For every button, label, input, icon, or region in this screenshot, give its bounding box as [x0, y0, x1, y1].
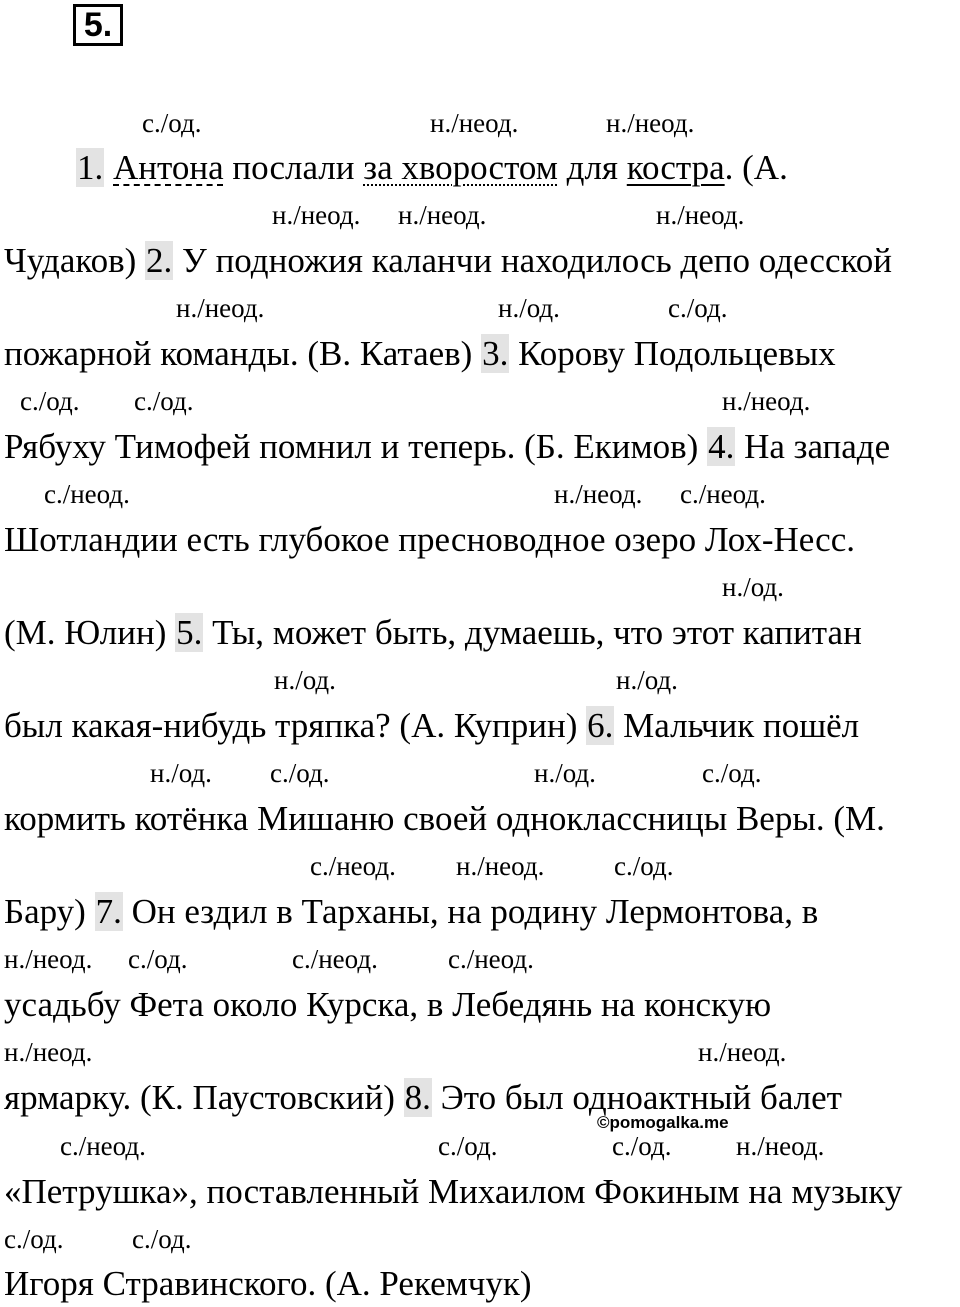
underlined-word-attribute: костра — [626, 148, 725, 187]
sentence-number: 3. — [482, 334, 509, 373]
annotation: с./од. — [4, 1224, 64, 1254]
sentence-number: 5. — [176, 613, 203, 652]
sentence-number: 4. — [708, 427, 735, 466]
text: Игоря Стравинского. (А. Рекемчук) — [4, 1264, 532, 1303]
text: был какая-нибудь тряпка? (А. Куприн) — [4, 706, 587, 745]
sentence-number: 6. — [587, 706, 614, 745]
annotation: с./од. — [142, 108, 202, 138]
text-line-3 — [4, 334, 836, 374]
annotation: н./неод. — [722, 386, 811, 416]
text: Мальчик пошёл — [614, 706, 860, 745]
annotation: с./неод. — [44, 479, 130, 509]
annotation: н./неод. — [430, 108, 519, 138]
annotation: с./од. — [132, 1224, 192, 1254]
annotation: н./неод. — [736, 1131, 825, 1161]
annotation: н./од. — [534, 758, 596, 788]
text: Шотландии есть глубокое пресноводное озеро Лох-Несс. — [4, 520, 855, 559]
task-number: 5. — [73, 4, 123, 46]
text-line-8 — [4, 799, 885, 839]
annotation: с./од. — [20, 386, 80, 416]
annotation: с./од. — [128, 944, 188, 974]
text: кормить котёнка Мишаню своей одноклассницы Веры. (М. — [4, 799, 885, 838]
text: . (А. — [724, 148, 788, 187]
annotation: с./од. — [702, 758, 762, 788]
text: Ты, может быть, думаешь, что этот капитан — [203, 613, 862, 652]
text: Бару) — [4, 892, 95, 931]
text: Он ездил в Тарханы, на родину Лермонтова, в — [122, 892, 819, 931]
annotation: н./од. — [274, 665, 336, 695]
annotation: н./неод. — [698, 1037, 787, 1067]
annotation: с./неод. — [292, 944, 378, 974]
sentence-number: 2. — [146, 241, 173, 280]
text: (М. Юлин) — [4, 613, 176, 652]
annotation: н./неод. — [4, 1037, 93, 1067]
text-line-7 — [4, 706, 859, 746]
annotation: с./од. — [270, 758, 330, 788]
annotation: с./од. — [668, 293, 728, 323]
text-line-2 — [4, 241, 892, 281]
annotation: н./неод. — [554, 479, 643, 509]
text-line-6 — [4, 613, 862, 653]
text: послали — [223, 148, 364, 187]
watermark: ©pomogalka.me — [597, 1113, 729, 1132]
annotation: н./неод. — [456, 851, 545, 881]
text-line-10 — [4, 985, 771, 1025]
annotation: н./неод. — [4, 944, 93, 974]
annotation: с./неод. — [448, 944, 534, 974]
annotation: н./од. — [498, 293, 560, 323]
annotation: н./неод. — [176, 293, 265, 323]
text: ярмарку. (К. Паустовский) — [4, 1078, 404, 1117]
annotation: с./од. — [438, 1131, 498, 1161]
text: пожарной команды. (В. Катаев) — [4, 334, 482, 373]
text-line-4 — [4, 427, 890, 467]
text-line-13 — [4, 1264, 532, 1304]
annotation: н./од. — [150, 758, 212, 788]
text-line-1 — [76, 148, 788, 188]
annotation: с./неод. — [60, 1131, 146, 1161]
text-line-12 — [4, 1172, 902, 1212]
underlined-word-object: за хворостом — [363, 148, 558, 187]
annotation: н./неод. — [656, 200, 745, 230]
underlined-word-subject: Антона — [113, 148, 224, 187]
text: Рябуху Тимофей помнил и теперь. (Б. Екимов) — [4, 427, 708, 466]
text: «Петрушка», поставленный Михаилом Фокиным на музыку — [4, 1172, 903, 1211]
annotation: с./од. — [614, 851, 674, 881]
text-line-11 — [4, 1078, 842, 1118]
annotation: с./од. — [612, 1131, 672, 1161]
text: На западе — [735, 427, 891, 466]
annotation: с./неод. — [310, 851, 396, 881]
sentence-number: 7. — [95, 892, 122, 931]
annotation: н./неод. — [606, 108, 695, 138]
text-line-9 — [4, 892, 818, 932]
annotation: н./неод. — [398, 200, 487, 230]
annotation: с./од. — [134, 386, 194, 416]
annotation: н./од. — [616, 665, 678, 695]
text: Это был одноактный балет — [431, 1078, 842, 1117]
text: Чудаков) — [4, 241, 146, 280]
text: для — [557, 148, 627, 187]
text: Корову Подольцевых — [509, 334, 836, 373]
sentence-number: 8. — [404, 1078, 431, 1117]
sentence-number: 1. — [77, 148, 104, 187]
text: усадьбу Фета около Курска, в Лебедянь на конскую — [4, 985, 772, 1024]
annotation: н./неод. — [272, 200, 361, 230]
annotation: н./од. — [722, 572, 784, 602]
text: У подножия каланчи находилось депо одесской — [173, 241, 892, 280]
text-line-5 — [4, 520, 855, 560]
annotation: с./неод. — [680, 479, 766, 509]
